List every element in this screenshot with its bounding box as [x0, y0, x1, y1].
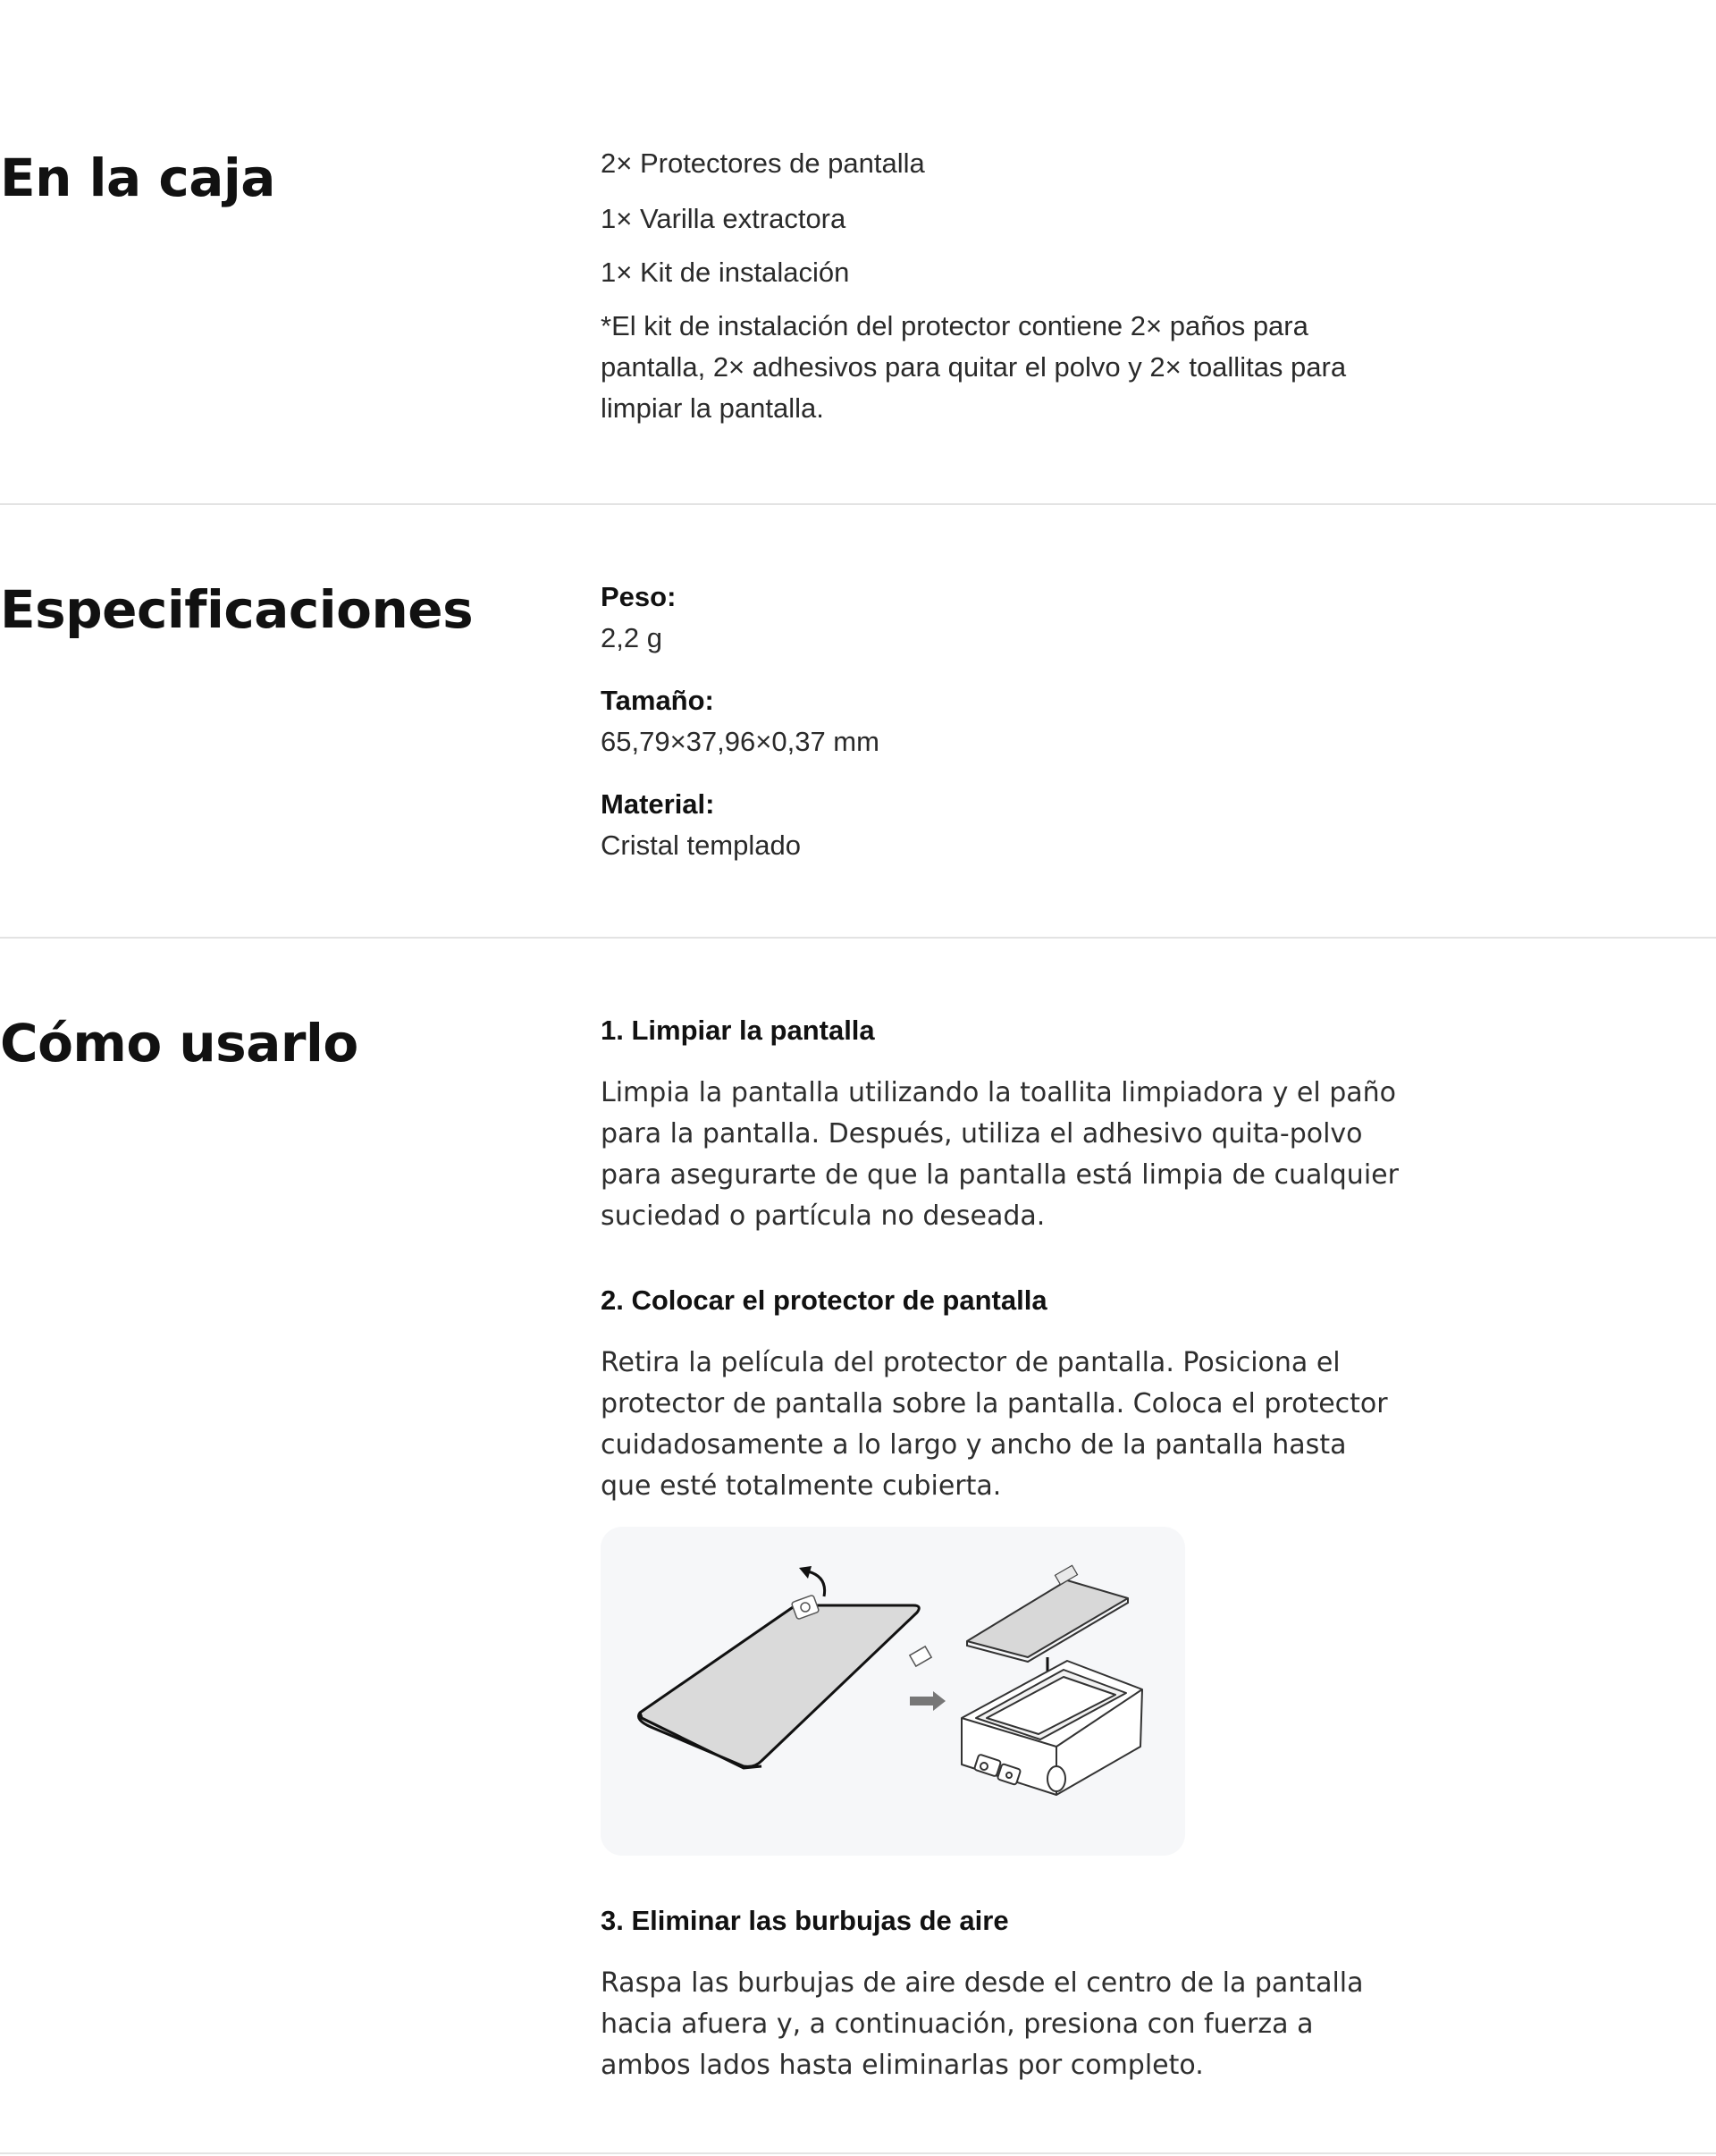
specs-section	[0, 505, 1716, 937]
how-to-section	[0, 939, 1716, 2154]
spec-label-size: Tamaño:	[601, 685, 714, 716]
step-3	[601, 1900, 1387, 2086]
specs-title: Especificaciones	[0, 579, 474, 640]
step-2-title: 2. Colocar el protector de pantalla	[601, 1284, 1047, 1316]
spec-label-material: Material:	[601, 788, 715, 820]
spec-value-size: 65,79×37,96×0,37 mm	[601, 726, 879, 757]
spec-value-material: Cristal templado	[601, 830, 801, 861]
install-illustration	[601, 1527, 1185, 1856]
in-box-section	[0, 0, 1716, 503]
in-box-title: En la caja	[0, 147, 275, 208]
step-2-body: Retira la película del protector de pantalla. Posiciona el protector de pantalla sobre la pantalla. Coloca el protector cuidadosamente a lo largo y ancho de la pantalla hasta que esté totalmente cubierta.	[601, 1347, 1388, 1502]
step-3-body: Raspa las burbujas de aire desde el centro de la pantalla hacia afuera y, a continuación, presiona con fuerza a ambos lados hasta eliminarlas por completo.	[601, 1967, 1364, 2081]
spec-value-weight: 2,2 g	[601, 622, 662, 653]
in-box-item-extractor-rod: 1× Varilla extractora	[601, 203, 846, 234]
install-diagram-svg	[601, 1527, 1185, 1856]
next-step-arrow-icon	[910, 1691, 946, 1711]
step-1-body: Limpia la pantalla utilizando la toallita limpiadora y el paño para la pantalla. Después, utiliza el adhesivo quita-polvo para asegurarte de que la pantalla está limpia de cualquier suciedad o partícula no deseada.	[601, 1077, 1399, 1232]
device-icon	[962, 1661, 1142, 1795]
protector-with-film-icon	[639, 1566, 932, 1768]
in-box-note: *El kit de instalación del protector contiene 2× paños para pantalla, 2× adhesivos para quitar el polvo y 2× toallitas para limpiar la pantalla.	[601, 310, 1347, 424]
step-1-title: 1. Limpiar la pantalla	[601, 1015, 875, 1046]
in-box-list	[601, 143, 1387, 429]
spec-label-weight: Peso:	[601, 581, 677, 612]
step-2	[601, 1280, 1387, 1507]
in-box-item-screen-protectors: 2× Protectores de pantalla	[601, 147, 925, 179]
specs-list	[601, 577, 1387, 866]
how-to-title: Cómo usarlo	[0, 1013, 358, 1074]
step-1	[601, 1010, 1399, 1237]
in-box-item-install-kit: 1× Kit de instalación	[601, 257, 850, 288]
step-3-title: 3. Eliminar las burbujas de aire	[601, 1905, 1009, 1936]
divider-3	[0, 2152, 1716, 2154]
